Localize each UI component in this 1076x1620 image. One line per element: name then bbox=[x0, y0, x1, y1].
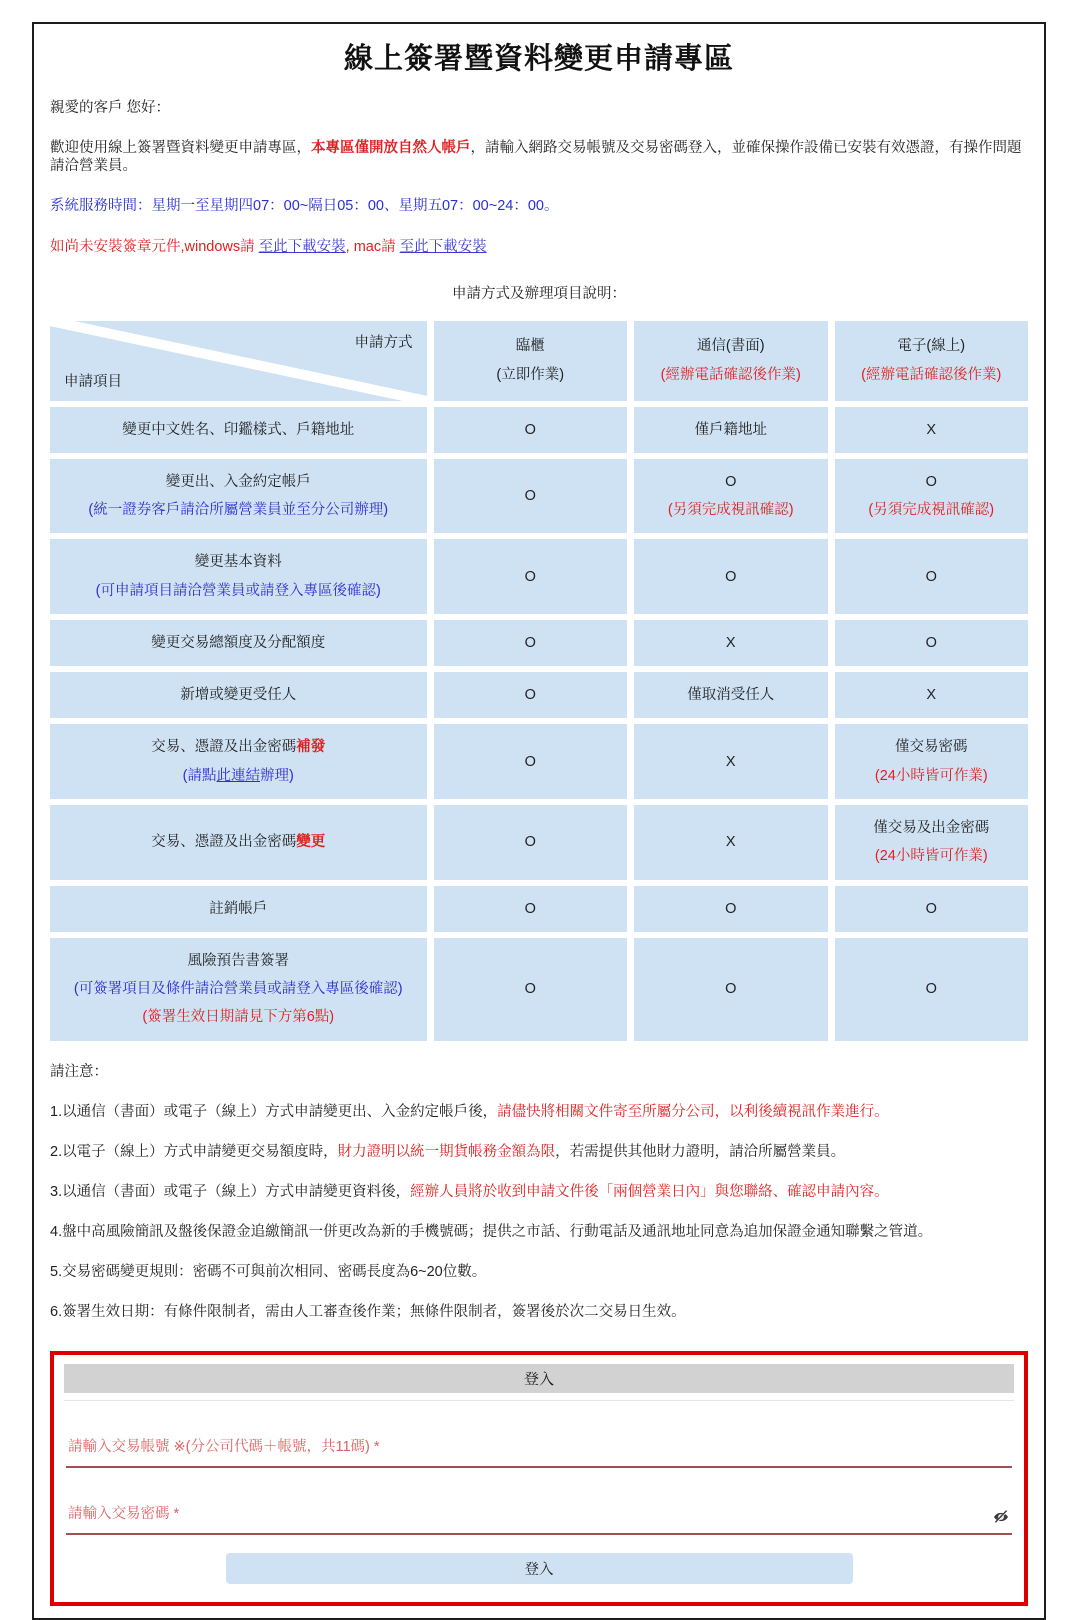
table-item-cell bbox=[50, 805, 427, 880]
text-span: 補發 bbox=[296, 739, 326, 756]
text-span: 1.以通信（書面）或電子（線上）方式申請變更出、入金約定帳戶後， bbox=[50, 1103, 498, 1120]
text-span: , mac請 bbox=[345, 238, 400, 255]
text-span: O bbox=[524, 568, 536, 585]
text-span: 6.簽署生效日期：有條件限制者，需由人工審查後作業；無條件限制者，簽署後於次二交易日生效。 bbox=[50, 1304, 686, 1321]
table-value-cell bbox=[835, 938, 1029, 1041]
text-span: O bbox=[925, 981, 937, 998]
text-span: (可簽署項目及條件請洽營業員或請登入專區後確認) bbox=[73, 981, 403, 998]
text-span: O bbox=[524, 687, 536, 704]
table-value-cell bbox=[835, 886, 1029, 932]
table-row bbox=[50, 539, 1028, 614]
text-span: O bbox=[524, 753, 536, 770]
text-span: X bbox=[725, 753, 736, 770]
intro-paragraph bbox=[50, 139, 1028, 175]
text-span: O bbox=[524, 488, 536, 505]
text-span: O bbox=[925, 568, 937, 585]
text-span: 經辦人員將於收到申請文件後「兩個營業日內」與您聯絡、確認申請內容。 bbox=[410, 1183, 889, 1200]
text-span: 變更基本資料 bbox=[194, 554, 282, 571]
table-row bbox=[50, 407, 1028, 453]
text-span: 如尚未安裝簽章元件,windows請 bbox=[50, 238, 259, 255]
table-row bbox=[50, 620, 1028, 666]
text-span: O bbox=[925, 900, 937, 917]
text-span: X bbox=[926, 687, 937, 704]
table-header-row bbox=[50, 321, 1028, 401]
table-row bbox=[50, 886, 1028, 932]
table-header-cell-mail: 通信(書面) (經辦電話確認後作業) bbox=[634, 321, 828, 401]
table-item-cell bbox=[50, 407, 427, 453]
page-title: 線上簽署暨資料變更申請專區 bbox=[343, 43, 734, 75]
table-value-cell bbox=[634, 620, 828, 666]
table-value-cell bbox=[634, 805, 828, 880]
table-row bbox=[50, 459, 1028, 534]
password-input[interactable] bbox=[66, 1494, 1012, 1535]
table-value-cell bbox=[634, 672, 828, 718]
login-section-header: 登入 bbox=[64, 1364, 1014, 1393]
table-value-cell bbox=[434, 620, 628, 666]
text-span: 歡迎使用線上簽署暨資料變更申請專區， bbox=[50, 140, 311, 157]
text-span: (24小時皆可作業) bbox=[874, 767, 988, 784]
text-span: 僅交易密碼 bbox=[895, 739, 968, 756]
text-span: 交易、憑證及出金密碼 bbox=[151, 739, 297, 756]
notes-list bbox=[48, 1103, 1030, 1322]
table-value-cell bbox=[434, 886, 628, 932]
table-value-cell bbox=[634, 459, 828, 534]
table-value-cell bbox=[835, 620, 1029, 666]
table-value-cell bbox=[835, 724, 1029, 799]
text-span: 變更出、入金約定帳戶 bbox=[165, 473, 311, 490]
text-span: 僅戶籍地址 bbox=[694, 421, 768, 438]
table-value-cell bbox=[434, 724, 628, 799]
text-span: 註銷帳戶 bbox=[209, 900, 268, 917]
divider bbox=[64, 1400, 1014, 1401]
text-span: O bbox=[925, 634, 937, 651]
service-hours-text: 系統服務時間：星期一至星期四07：00~隔日05：00、星期五07：00~24：00。 bbox=[50, 198, 559, 215]
note-item bbox=[50, 1183, 1028, 1201]
table-value-cell bbox=[434, 672, 628, 718]
table-value-cell bbox=[434, 805, 628, 880]
table-value-cell bbox=[634, 539, 828, 614]
text-span: O bbox=[524, 421, 536, 438]
text-span: 本專區僅開放自然人帳戶 bbox=[311, 140, 471, 157]
text-span: (另須完成視訊確認) bbox=[868, 502, 995, 519]
text-span: 辦理) bbox=[260, 767, 294, 784]
table-row bbox=[50, 805, 1028, 880]
text-span: O bbox=[524, 900, 536, 917]
plugin-install-notice bbox=[50, 238, 1028, 256]
text-span: X bbox=[926, 421, 937, 438]
account-input[interactable] bbox=[66, 1427, 1012, 1468]
inline-link[interactable]: 此連結 bbox=[216, 767, 260, 784]
text-span: 5.交易密碼變更規則：密碼不可與前次相同、密碼長度為6~20位數。 bbox=[50, 1264, 487, 1281]
text-span: 請儘快將相關文件寄至所屬分公司，以利後續視訊作業進行。 bbox=[497, 1103, 889, 1120]
text-span: 僅交易及出金密碼 bbox=[873, 820, 990, 837]
table-row bbox=[50, 724, 1028, 799]
text-span: 變更中文姓名、印鑑樣式、戶籍地址 bbox=[122, 421, 355, 438]
table-value-cell bbox=[634, 724, 828, 799]
notes-label: 請注意： bbox=[50, 1063, 108, 1080]
text-span: 2.以電子（線上）方式申請變更交易額度時， bbox=[50, 1143, 338, 1160]
download-link[interactable]: 至此下載安裝 bbox=[258, 238, 346, 255]
note-item bbox=[50, 1103, 1028, 1121]
table-value-cell bbox=[835, 459, 1029, 534]
text-span: 3.以通信（書面）或電子（線上）方式申請變更資料後， bbox=[50, 1183, 411, 1200]
text-span: 僅取消受任人 bbox=[687, 687, 775, 704]
download-link[interactable]: 至此下載安裝 bbox=[399, 238, 487, 255]
text-span: (24小時皆可作業) bbox=[874, 848, 988, 865]
text-span: O bbox=[725, 900, 737, 917]
page-container bbox=[32, 22, 1046, 1620]
text-span: 4.盤中高風險簡訊及盤後保證金追繳簡訊一併更改為新的手機號碼；提供之市話、行動電話及通訊地址同意為追加保證金通知聯繫之管道。 bbox=[50, 1224, 933, 1241]
application-methods-table bbox=[50, 321, 1028, 1041]
login-form bbox=[50, 1351, 1028, 1606]
text-span: O bbox=[524, 634, 536, 651]
table-item-cell bbox=[50, 459, 427, 534]
text-span: (可申請項目請洽營業員或請登入專區後確認) bbox=[95, 582, 381, 599]
text-span: X bbox=[725, 834, 736, 851]
table-item-cell bbox=[50, 724, 427, 799]
text-span: 新增或變更受任人 bbox=[180, 687, 297, 704]
password-input-label: 請輸入交易密碼 * bbox=[68, 1506, 180, 1523]
text-span: 財力證明以統一期貨帳務金額為限 bbox=[337, 1143, 556, 1160]
text-span: O bbox=[725, 568, 737, 585]
table-header-cell-online: 電子(線上) (經辦電話確認後作業) bbox=[835, 321, 1029, 401]
table-value-cell bbox=[835, 672, 1029, 718]
greeting-text: 親愛的客戶 您好： bbox=[50, 100, 171, 116]
text-span: 交易、憑證及出金密碼 bbox=[151, 834, 297, 851]
text-span: O bbox=[725, 473, 737, 490]
table-value-cell bbox=[835, 805, 1029, 880]
corner-label-method: 申請方式 bbox=[354, 334, 413, 351]
text-span: O bbox=[524, 981, 536, 998]
corner-label-item: 申請項目 bbox=[64, 373, 122, 390]
text-span: O bbox=[524, 834, 536, 851]
note-item bbox=[50, 1303, 1028, 1321]
text-span: (簽署生效日期請見下方第6點) bbox=[142, 1009, 335, 1026]
text-span: (另須完成視訊確認) bbox=[667, 502, 794, 519]
table-item-cell bbox=[50, 539, 427, 614]
table-body bbox=[50, 407, 1028, 1041]
text-span: (請點 bbox=[182, 767, 217, 784]
table-value-cell bbox=[434, 407, 628, 453]
login-button[interactable]: 登入 bbox=[226, 1553, 853, 1584]
note-item bbox=[50, 1143, 1028, 1161]
visibility-off-icon[interactable] bbox=[992, 1508, 1010, 1526]
table-row bbox=[50, 672, 1028, 718]
table-item-cell bbox=[50, 938, 427, 1041]
table-value-cell bbox=[634, 407, 828, 453]
text-span: X bbox=[725, 634, 736, 651]
table-item-cell bbox=[50, 672, 427, 718]
text-span: O bbox=[725, 981, 737, 998]
text-span: 變更 bbox=[296, 834, 326, 851]
notes-section bbox=[48, 1063, 1030, 1322]
table-value-cell bbox=[634, 886, 828, 932]
table-corner-cell bbox=[50, 321, 427, 401]
account-input-label: 請輸入交易帳號 ※(分公司代碼＋帳號，共11碼) * bbox=[68, 1439, 380, 1456]
note-item bbox=[50, 1263, 1028, 1281]
table-value-cell bbox=[835, 539, 1029, 614]
note-item bbox=[50, 1223, 1028, 1241]
text-span: O bbox=[925, 473, 937, 490]
text-span: ，請輸入網路交易帳號及交易密碼登入，並確保操作設備已安裝有效憑證，有操作問題請洽營業員。 bbox=[50, 140, 1022, 175]
table-header-cell-counter: 臨櫃 (立即作業) bbox=[434, 321, 628, 401]
table-value-cell bbox=[434, 459, 628, 534]
text-span: 變更交易總額度及分配額度 bbox=[151, 634, 326, 651]
table-item-cell bbox=[50, 886, 427, 932]
table-row bbox=[50, 938, 1028, 1041]
table-value-cell bbox=[634, 938, 828, 1041]
text-span: ，若需提供其他財力證明，請洽所屬營業員。 bbox=[555, 1143, 846, 1160]
table-value-cell bbox=[434, 539, 628, 614]
text-span: (統一證券客戶請洽所屬營業員並至分公司辦理) bbox=[88, 502, 389, 519]
table-value-cell bbox=[835, 407, 1029, 453]
table-item-cell bbox=[50, 620, 427, 666]
table-value-cell bbox=[434, 938, 628, 1041]
text-span: 風險預告書簽署 bbox=[187, 952, 289, 969]
table-caption: 申請方式及辦理項目說明： bbox=[452, 285, 626, 302]
